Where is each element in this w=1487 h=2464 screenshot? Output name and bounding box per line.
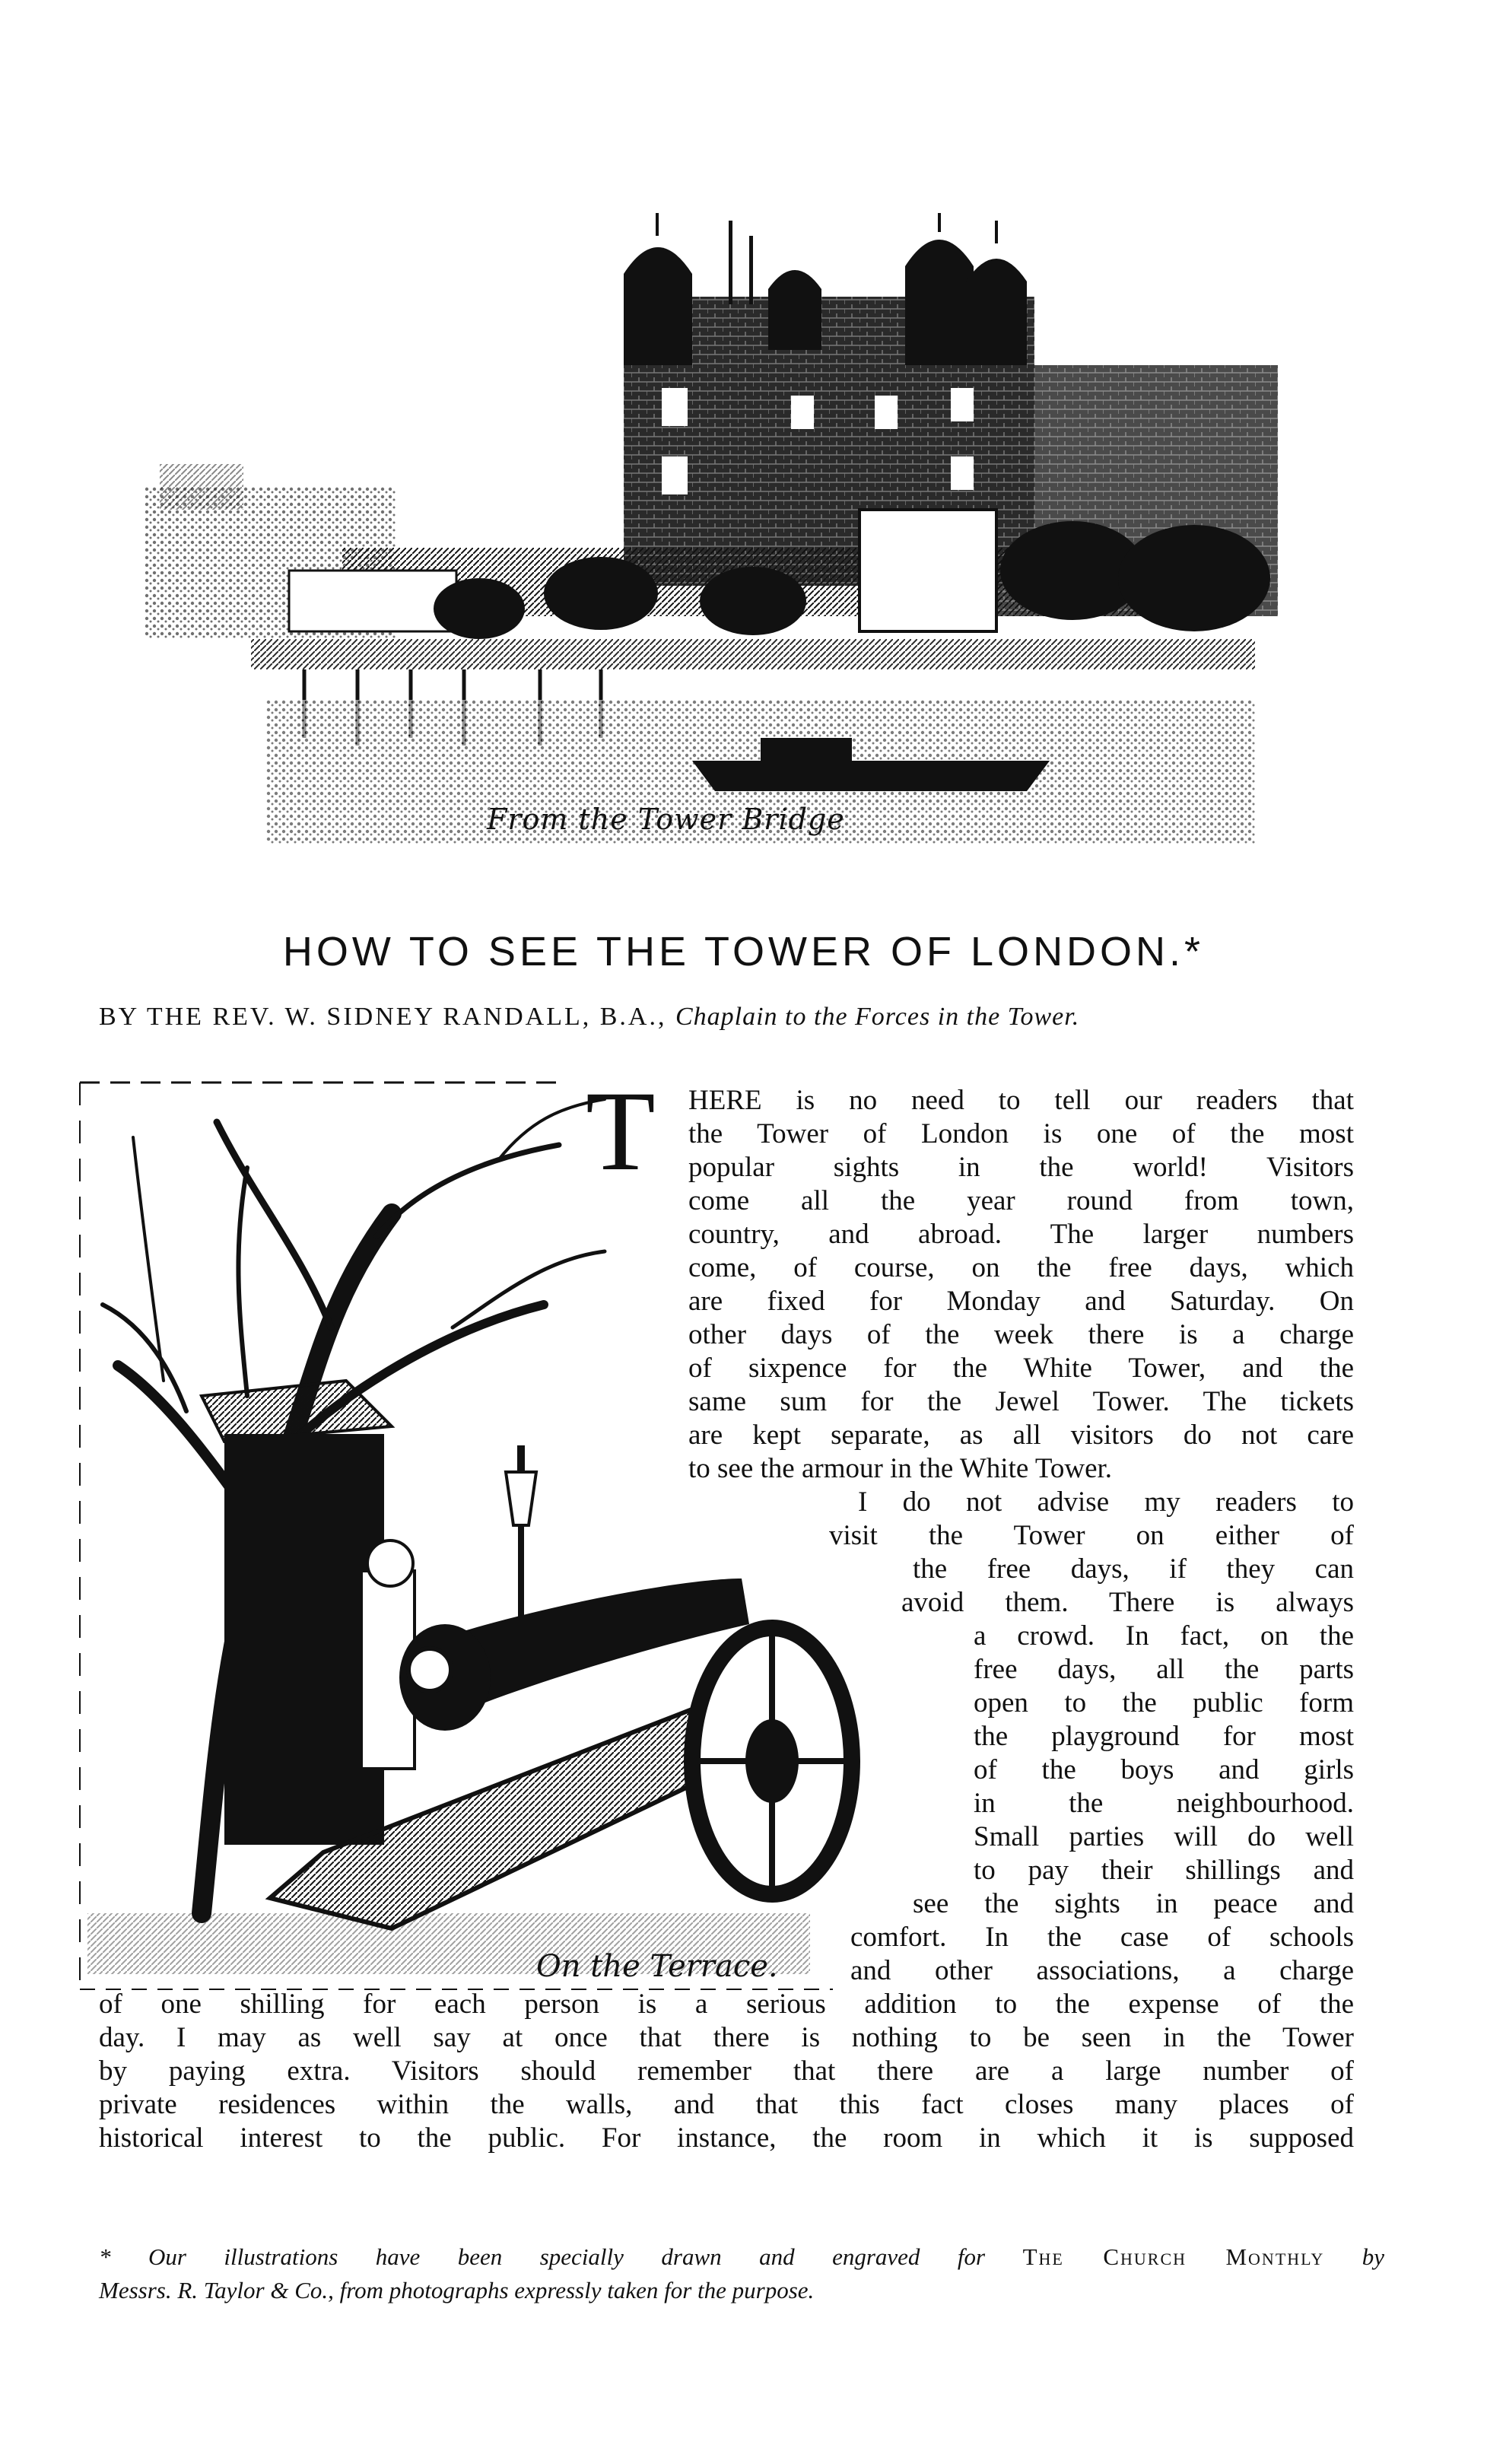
footnote-line-1: [99, 2240, 1384, 2274]
footnote: [99, 2240, 1384, 2307]
byline-role: Chaplain to the Forces in the Tower.: [675, 1003, 1080, 1031]
body-line: open to the public form: [974, 1687, 1354, 1718]
body-line: to see the armour in the White Tower.: [688, 1453, 1113, 1484]
tower-from-bridge-illustration: [114, 213, 1285, 860]
body-line: of one shilling for each person is a serious addition to the expense of the: [99, 1989, 1354, 2020]
body-line: a crowd. In fact, on the: [974, 1620, 1354, 1652]
body-line: are kept separate, as all visitors do not care: [688, 1420, 1354, 1451]
article-byline: [99, 1003, 1392, 1032]
terrace-illustration-caption: On the Terrace.: [536, 1949, 778, 1984]
body-line: are fixed for Monday and Saturday. On: [688, 1286, 1354, 1317]
body-line: historical interest to the public. For instance, the room in which it is supposed: [99, 2122, 1354, 2154]
body-line: HERE is no need to tell our readers that: [688, 1085, 1354, 1116]
drop-cap: T: [586, 1068, 656, 1194]
body-line: country, and abroad. The larger numbers: [688, 1219, 1354, 1250]
body-line: the Tower of London is one of the most: [688, 1118, 1354, 1149]
body-line: avoid them. There is always: [901, 1587, 1354, 1618]
body-line: Small parties will do well: [974, 1821, 1354, 1852]
top-illustration-caption: From the Tower Bridge: [487, 803, 845, 836]
body-line: in the neighbourhood.: [974, 1788, 1354, 1819]
footnote-line-2: Messrs. R. Taylor & Co., from photographs expressly taken for the purpose.: [99, 2277, 815, 2303]
body-line: of sixpence for the White Tower, and the: [688, 1353, 1354, 1384]
body-line: visit the Tower on either of: [829, 1520, 1354, 1551]
body-line: the playground for most: [974, 1721, 1354, 1752]
publication-name: The Church Monthly: [1022, 2243, 1325, 2270]
byline-author: BY THE REV. W. SIDNEY RANDALL, B.A.,: [99, 1003, 667, 1031]
body-line: come all the year round from town,: [688, 1185, 1354, 1216]
footnote-text: by: [1361, 2243, 1385, 2270]
body-line: same sum for the Jewel Tower. The tickets: [688, 1386, 1354, 1417]
body-line: of the boys and girls: [974, 1754, 1354, 1785]
footnote-text: * Our illustrations have been specially drawn and engraved for: [99, 2243, 986, 2270]
body-line: to pay their shillings and: [974, 1855, 1354, 1886]
body-line: I do not advise my readers to: [858, 1486, 1354, 1518]
body-line: come, of course, on the free days, which: [688, 1252, 1354, 1283]
body-line: popular sights in the world! Visitors: [688, 1152, 1354, 1183]
body-line: private residences within the walls, and that this fact closes many places of: [99, 2089, 1354, 2120]
body-line: and other associations, a charge: [850, 1955, 1354, 1986]
body-line: comfort. In the case of schools: [850, 1922, 1354, 1953]
body-line: see the sights in peace and: [913, 1888, 1354, 1919]
body-line: free days, all the parts: [974, 1654, 1354, 1685]
body-line: by paying extra. Visitors should remember that there are a large number of: [99, 2055, 1354, 2087]
body-line: the free days, if they can: [913, 1553, 1354, 1585]
article-title: HOW TO SEE THE TOWER OF LONDON.*: [282, 929, 1205, 974]
body-line: other days of the week there is a charge: [688, 1319, 1354, 1350]
body-line: day. I may as well say at once that there is nothing to be seen in the Tower: [99, 2022, 1354, 2053]
